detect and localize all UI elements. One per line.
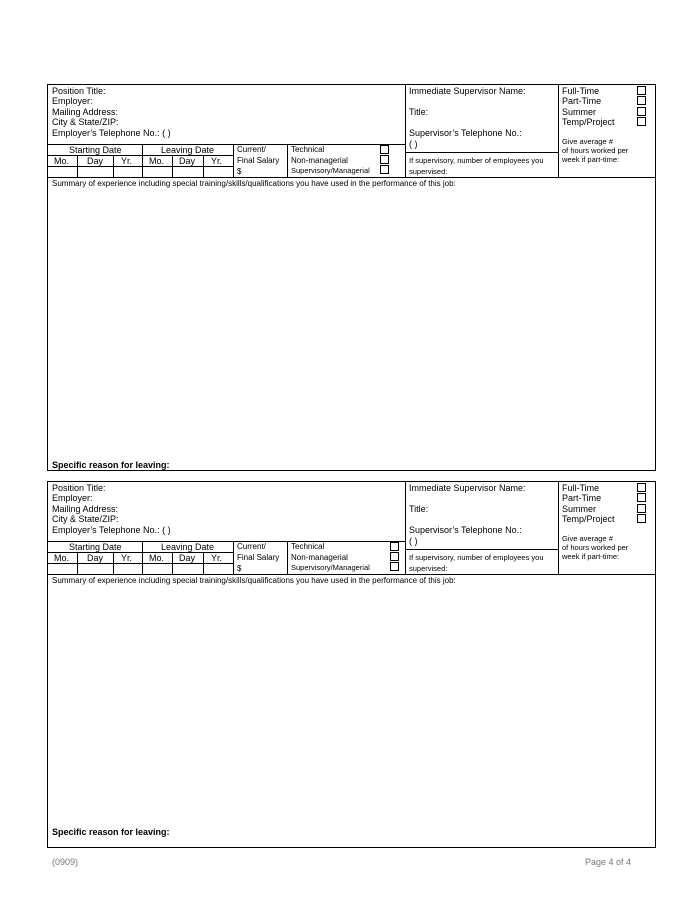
dollar-sign: $: [237, 167, 242, 176]
full-time-checkbox[interactable]: [637, 483, 646, 492]
supervisor-name-label: Immediate Supervisor Name:: [409, 86, 526, 96]
temp-project-label: Temp/Project: [562, 117, 615, 127]
summary-label: Summary of experience including special training/skills/qualifications you have used in the performance of this job:: [52, 179, 456, 188]
part-time-checkbox[interactable]: [637, 493, 646, 502]
dollar-sign: $: [237, 564, 242, 573]
city-state-zip-label: City & State/ZIP:: [52, 514, 119, 524]
leave-month-label: Mo.: [149, 553, 165, 563]
supervisory-label: Supervisory/Managerial: [291, 166, 370, 175]
start-day-label: Day: [87, 553, 104, 563]
supervised-label-2: supervised:: [409, 167, 448, 176]
summer-label: Summer: [562, 504, 597, 514]
employer-label: Employer:: [52, 493, 93, 503]
supervisor-phone-parens: ( ): [409, 139, 418, 149]
full-time-label: Full-Time: [562, 86, 600, 96]
summary-label: Summary of experience including special training/skills/qualifications you have used in the performance of this job:: [52, 576, 456, 585]
supervised-label-1: If supervisory, number of employees you: [409, 156, 544, 165]
supervisory-label: Supervisory/Managerial: [291, 563, 370, 572]
summer-label: Summer: [562, 107, 597, 117]
supervisor-phone-parens: ( ): [409, 536, 418, 546]
supervisor-title-label: Title:: [409, 107, 429, 117]
avg-hours-label-2: of hours worked per: [562, 543, 629, 552]
temp-project-checkbox[interactable]: [637, 514, 646, 523]
position-title-label: Position Title:: [52, 86, 106, 96]
temp-project-checkbox[interactable]: [637, 117, 646, 126]
leave-day-label: Day: [179, 156, 196, 166]
avg-hours-label-2: of hours worked per: [562, 146, 629, 155]
technical-checkbox[interactable]: [390, 542, 399, 551]
technical-label: Technical: [291, 145, 325, 154]
reason-label: Specific reason for leaving:: [52, 460, 170, 470]
part-time-label: Part-Time: [562, 96, 602, 106]
temp-project-label: Temp/Project: [562, 514, 615, 524]
technical-checkbox[interactable]: [380, 145, 389, 154]
full-time-label: Full-Time: [562, 483, 600, 493]
supervisory-checkbox[interactable]: [380, 165, 389, 174]
avg-hours-label-3: week if part-time:: [562, 155, 620, 164]
supervisor-title-label: Title:: [409, 504, 429, 514]
mailing-address-label: Mailing Address:: [52, 107, 119, 117]
page-number: Page 4 of 4: [585, 857, 632, 867]
start-month-label: Mo.: [54, 156, 70, 166]
current-label: Current/: [237, 145, 266, 154]
start-year-label: Yr.: [121, 156, 133, 166]
current-label: Current/: [237, 542, 266, 551]
supervisor-name-label: Immediate Supervisor Name:: [409, 483, 526, 493]
non-managerial-checkbox[interactable]: [380, 155, 389, 164]
part-time-checkbox[interactable]: [637, 96, 646, 105]
leave-year-label: Yr.: [211, 156, 223, 166]
technical-label: Technical: [291, 542, 325, 551]
leaving-date-label: Leaving Date: [161, 542, 215, 552]
employer-label: Employer:: [52, 96, 93, 106]
reason-label: Specific reason for leaving:: [52, 827, 170, 837]
avg-hours-label-1: Give average #: [562, 137, 613, 146]
supervisor-phone-label: Supervisor’s Telephone No.:: [409, 128, 522, 138]
leave-year-label: Yr.: [211, 553, 223, 563]
supervisory-checkbox[interactable]: [390, 562, 399, 571]
position-title-label: Position Title:: [52, 483, 106, 493]
non-managerial-checkbox[interactable]: [390, 552, 399, 561]
supervisor-phone-label: Supervisor’s Telephone No.:: [409, 525, 522, 535]
summary-area[interactable]: [50, 587, 652, 817]
non-managerial-label: Non-managerial: [291, 156, 348, 165]
non-managerial-label: Non-managerial: [291, 553, 348, 562]
supervised-label-1: If supervisory, number of employees you: [409, 553, 544, 562]
start-day-label: Day: [87, 156, 104, 166]
form-code: (0909): [52, 857, 79, 867]
employer-phone-label: Employer’s Telephone No.: ( ): [52, 128, 171, 138]
full-time-checkbox[interactable]: [637, 86, 646, 95]
avg-hours-label-1: Give average #: [562, 534, 613, 543]
avg-hours-label-3: week if part-time:: [562, 552, 620, 561]
start-month-label: Mo.: [54, 553, 70, 563]
mailing-address-label: Mailing Address:: [52, 504, 119, 514]
employer-phone-label: Employer’s Telephone No.: ( ): [52, 525, 171, 535]
leaving-date-label: Leaving Date: [161, 145, 215, 155]
leave-day-label: Day: [179, 553, 196, 563]
summer-checkbox[interactable]: [637, 504, 646, 513]
supervised-label-2: supervised:: [409, 564, 448, 573]
city-state-zip-label: City & State/ZIP:: [52, 117, 119, 127]
start-year-label: Yr.: [121, 553, 133, 563]
starting-date-label: Starting Date: [69, 542, 122, 552]
final-salary-label: Final Salary: [237, 156, 280, 165]
summary-area[interactable]: [50, 190, 652, 452]
part-time-label: Part-Time: [562, 493, 602, 503]
final-salary-label: Final Salary: [237, 553, 280, 562]
summer-checkbox[interactable]: [637, 107, 646, 116]
leave-month-label: Mo.: [149, 156, 165, 166]
starting-date-label: Starting Date: [69, 145, 122, 155]
